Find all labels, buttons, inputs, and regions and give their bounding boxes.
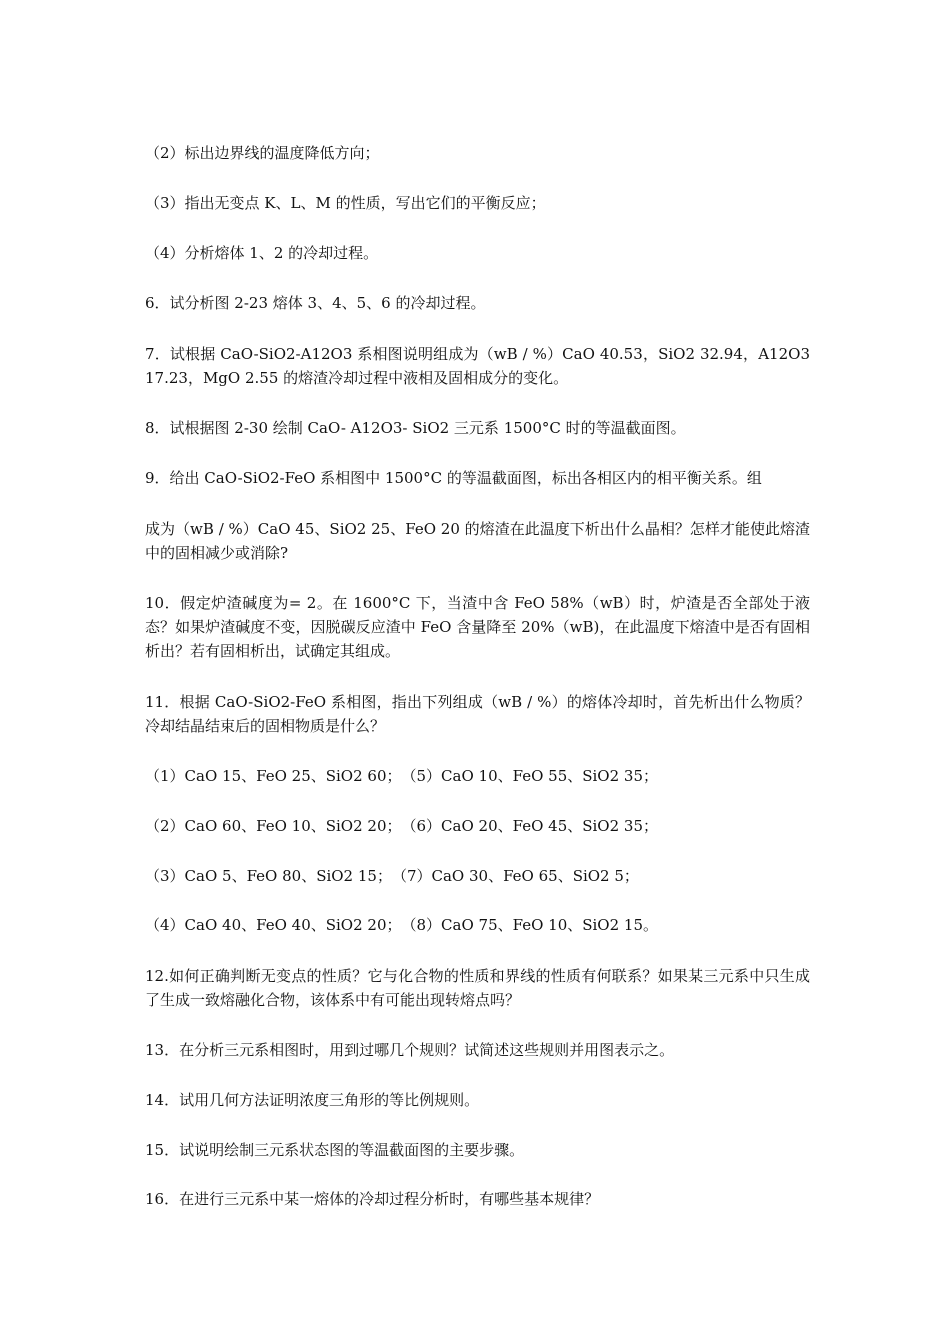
- question-11: 11．根据 CaO-SiO2-FeO 系相图，指出下列组成（wB / %）的熔体冷却时，首先析出什么物质？冷却结晶结束后的固相物质是什么？: [145, 693, 810, 735]
- composition-row-4: （4）CaO 40、FeO 40、SiO2 20； （8）CaO 75、FeO 10、SiO2 15。: [145, 916, 659, 934]
- question-8: 8．试根据图 2-30 绘制 CaO- A12O3- SiO2 三元系 1500°C 时的等温截面图。: [145, 419, 686, 437]
- question-14: 14．试用几何方法证明浓度三角形的等比例规则。: [145, 1091, 480, 1109]
- question-12: 12.如何正确判断无变点的性质？它与化合物的性质和界线的性质有何联系？如果某三元系中只生成了生成一致熔融化合物，该体系中有可能出现转熔点吗？: [145, 967, 810, 1009]
- item-2-boundary-direction: （2）标出边界线的温度降低方向；: [145, 144, 380, 162]
- question-10: 10．假定炉渣碱度为= 2。在 1600°C 下，当渣中含 FeO 58%（wB）时，炉渣是否全部处于液态？如果炉渣碱度不变，因脱碳反应渣中 FeO 含量降至 20%（wB)，在此温度下熔渣中是否有固相析出？若有固相析出，试确定其组成。: [145, 594, 810, 660]
- item-4-melt-cooling: （4）分析熔体 1、2 的冷却过程。: [145, 244, 379, 262]
- question-7: 7．试根据 CaO-SiO2-A12O3 系相图说明组成为（wB / %）CaO 40.53，SiO2 32.94，A12O3 17.23，MgO 2.55 的熔渣冷却过程中液相及固相成分的变化。: [145, 345, 810, 387]
- composition-row-1: （1）CaO 15、FeO 25、SiO2 60； （5）CaO 10、FeO 55、SiO2 35；: [145, 767, 659, 785]
- item-3-invariant-points: （3）指出无变点 K、L、M 的性质，写出它们的平衡反应；: [145, 194, 546, 212]
- question-9-part-2: 成为（wB / %）CaO 45、SiO2 25、FeO 20 的熔渣在此温度下析出什么晶相？怎样才能使此熔渣中的固相减少或消除?: [145, 520, 810, 562]
- question-6: 6．试分析图 2-23 熔体 3、4、5、6 的冷却过程。: [145, 294, 486, 312]
- composition-row-2: （2）CaO 60、FeO 10、SiO2 20； （6）CaO 20、FeO 45、SiO2 35；: [145, 817, 659, 835]
- question-15: 15．试说明绘制三元系状态图的等温截面图的主要步骤。: [145, 1141, 525, 1159]
- question-9-part-1: 9．给出 CaO-SiO2-FeO 系相图中 1500°C 的等温截面图，标出各相区内的相平衡关系。组: [145, 469, 762, 487]
- composition-row-3: （3）CaO 5、FeO 80、SiO2 15； （7）CaO 30、FeO 65、SiO2 5；: [145, 867, 639, 885]
- question-16: 16．在进行三元系中某一熔体的冷却过程分析时，有哪些基本规律？: [145, 1190, 600, 1208]
- question-13: 13．在分析三元系相图时，用到过哪几个规则？试简述这些规则并用图表示之。: [145, 1041, 675, 1059]
